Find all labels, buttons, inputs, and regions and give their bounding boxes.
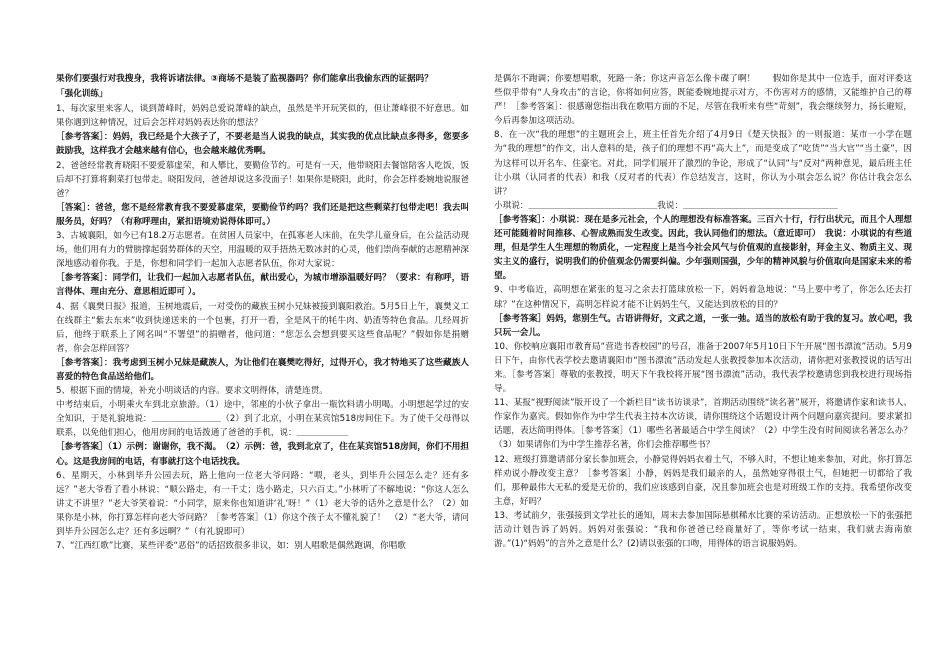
right-column	[494, 72, 912, 551]
question-paragraph: 1、每次家里来客人，谈到萧峰时，妈妈总爱说萧峰的缺点，虽然是半开玩笑似的，但让萧峰很不好意思。如果你遇到这种情况，过后会怎样对妈妈表达你的想法？	[56, 104, 469, 129]
question-paragraph: 小琪说：＿＿＿＿＿＿＿＿＿＿＿＿＿＿＿我说：＿＿＿＿＿＿＿＿＿＿＿＿＿＿＿＿＿＿	[494, 200, 838, 211]
question-paragraph: 12、班级打算邀请部分家长参加班会，小静觉得妈妈衣着土气，不够入时，不想让她来参加，对此，你打算怎样劝说小静改变主意？［参考答案］小静，妈妈是我们最亲的人，虽然她穿得很土气，但她把一切都给了我们，那种最伟大无私的爱是无价的，我们应该感到自豪，况且参加班会也是对班级工作的支持。我希望你改变主意，好吗？	[494, 454, 912, 507]
question-paragraph: 中考结束后，小明乘火车到北京旅游。（1）途中，邻座的小伙子拿出一瓶饮料请小明喝。小明想起学过的安全知识，于是礼貌地说：＿＿＿＿＿＿＿＿（2）到了北京，小明在某宾馆518房间住下。为了使千父母得以联系，以免他们担心，他用房间的电话拨通了爸爸的手机，说：＿＿＿＿＿＿	[56, 400, 469, 439]
answer-paragraph: ［参考答案］：同学们，让我们一起加入志愿者队伍，献出爱心，为城市增添温暖好吗？（要求：有称呼，语言得体、理由充分、意思相近即可 ）。	[56, 273, 469, 298]
left-column	[56, 72, 469, 553]
question-paragraph: 7、“江西红歌”比赛，某些评委“恶俗”的话招致很多非议，如：别人唱歌是偶然跑调，你唱歌	[56, 541, 406, 552]
answer-paragraph: ［参考答案］：我考虑到玉树小兄妹是藏族人，为让他们在襄樊吃得好，过得开心，我才特地买了这些藏族人喜爱的特色食品送给他们。	[56, 357, 469, 382]
question-paragraph: 9、中考临近，高明想在紧张的复习之余去打篮球放松一下，妈妈着急地说：“马上要中考了，你怎么还去打球？”在这种情况下，高明怎样说才能不让妈妈生气，又能达到放松的目的？	[494, 285, 912, 310]
answer-paragraph: ［答案］：爸爸，您不是经常教育我不要爱慕虚荣，要勤俭节约吗？我们还是把这些剩菜打包带走吧！我去叫服务员，好吗？（有称呼理由，紧扣语境劝说得体即可。）	[56, 202, 469, 227]
answer-paragraph: ［参考答案］：小琪说：现在是多元社会，个人的理想没有标准答案。三百六十行，行行出状元，而且个人理想还可能随着时间推移、心智成熟而发生改变。因此，我认同他们的想法。（意近即可） 我说：小琪说的有些道理，但是学生人生理想的物质化，一定程度上是当今社会风气与价值观的直接影射，拜金主义、物质主义、现实主义的盛行，说明我们的价值观念仍需要纠偏。少年强则国强，少年的精神风貌与价值取向是国家未来的希望。	[494, 214, 912, 282]
question-paragraph: 10、你校响应襄阳市教育局“营造书香校园”的号召，准备于2007年5月10日下午开展“图书漂流”活动。5月9日下午，由你代表学校去邀请襄阳市“图书漂流”活动发起人张教授参加本次活动，请你把对张教授说的话写出来。［参考答案］尊敬的张教授，明天下午我校将开展“图书漂流”活动，我代表学校邀请您到我校进行现场指导。	[494, 341, 912, 395]
answer-paragraph: ［参考答案］妈妈，您别生气。古语讲得好，文武之道，一张一弛。适当的放松有助于我的复习。放心吧，我只玩一会儿。	[494, 313, 912, 338]
question-paragraph: 11、某报“视野阅读”版开设了一个新栏目“读书访谈录”，首期活动围绕“读名著”展开，将邀请作家和读书人、作家作为嘉宾。假如你作为中学生代表主持本次访谈，请你围绕这个话题设计两个问题向嘉宾提问。要求紧扣话题，表达简明得体。［参考答案］（1）哪些名著最适合中学生阅读？（2）中学生没有时间阅读名著怎么办？（3）如果请你们为中学生推荐名著，你们会推荐哪些书？	[494, 398, 912, 451]
question-paragraph: 6、星期天，小林到毕升公园去玩，路上他向一位老大爷问路：“喂，老头，到毕升公园怎么走？还有多远？”老大爷看了看小林说：“顺公路走，有一千丈；选小路走，只六百丈。”小林听了不解地说：“你这人怎么讲丈不讲里？”老大爷笑着说：“小同学，原来你也知道讲‘礼’呀！”（1）老大爷的话外之意是什么？（2）如果你是小林，你打算怎样向老大爷问路？［参考答案］（1）你这个孩子太不懂礼貌了！ （2）“老大爷，请问到毕升公园怎么走？还有多远啊？”（有礼貌即可）	[56, 470, 469, 537]
section-heading: 「强化训练」	[56, 89, 108, 100]
answer-paragraph: ［参考答案］：妈妈，我已经是个大孩子了，不要老是当人说我的缺点，其实我的优点比缺点多得多，您要多鼓励我，这样我才会越来越有信心，也会越来越优秀啊。	[56, 132, 469, 157]
answer-paragraph: ［参考答案］（1）示例：谢谢你，我不渴。 （2）示例：爸，我到北京了，住在某宾馆518房间，你们不用担心。这是我房间的电话，有事就打这个电话找我。	[56, 442, 469, 467]
question-paragraph: 4、据《襄樊日报》报道，玉树地震后，一对受伤的藏族玉树小兄妹被接到襄阳救治。5月5日上午，襄樊义工在线群主“紫去东来”收到快递送来的一个包裹，打开一看，全是风干的牦牛肉、奶渣等特色食品。几经周折后，他终于联系上了网名叫“不署望”的捐赠者，他问道：“您怎么会想到要买这些食品呢？”假如你是捐赠者，你会怎样回答？	[56, 301, 469, 354]
question-paragraph: 3、古城襄阳，如今已有18.2万志愿者。在贫困人员家中，在孤寡老人床前，在失学儿童身后，在公益活动现场，他们用有力的臂膀撑起弱势群体的天空，用温暖的双手捂热无数冰封的心灵，他们崇尚奉献的志愿精神深深地感动着你我。于是，你想和同学们一起加入志愿者队伍，你对大家说：	[56, 231, 469, 270]
question-paragraph: 2、爸爸经常教育晓阳不要爱慕虚荣，和人攀比，要勤俭节约。可是有一天，他带晓阳去餐馆陪客人吃饭，饭后却不打算将剩菜打包带走。晓阳发问，爸爸却说这多没面子！如果你是晓阳，此时，你会怎样委婉地说服爸爸？	[56, 160, 469, 199]
question-paragraph: 是偶尔不跑调；你要想唱歌，死路一条；你这声音怎么像卡碟了啊！ 假如你是其中一位选手，面对评委这些似乎带有“人身攻击”的言论，你将如何应答，既能委婉地提示对方，不伤害对方的感情，又能维护自己的尊严！［参考答案］：很感谢您指出我在歌唱方面的不足，尽管在我听来有些“苛刻”，我会继续努力，扬长避短，今后再参加这项活动。	[494, 74, 912, 127]
answer-paragraph: 果你们要强行对我搜身，我将诉诸法律。③商场不是装了监视器吗？你们能拿出我偷东西的证据吗？	[56, 74, 433, 84]
question-paragraph: 5、根据下面的情境，补充小明谈话的内容。要求文明得体，清楚连贯。	[56, 386, 328, 397]
question-paragraph: 8、在一次“我的理想”的主题班会上，班主任首先介绍了4月9日《楚天快报》的一则报道：某市一小学在题为“我的理想”的作文，出人意料的是，孩子们的理想不再“高大上”，而是变成了“吃货”“当大官”“当土豪”，因为这样可以开名车、住豪宅。对此，同学们展开了激烈的争论，形成了“认同”与“反对”两种意见，最后班主任让小琪（认同者的代表）和我（反对者的代表）作总结发言，这时，你认为小琪会怎么说？你估计我会怎么讲？	[494, 130, 912, 197]
question-paragraph: 13、考试前夕，张强接到文学社长的通知，周末去参加国际悬棋稀水比赛的采访活动。正想放松一下的张强把活动计划告诉了妈妈。妈妈对张强说：“我和你爸爸已经商量好了，等你考试一结束，我们就去海南旅游。”(1)“妈妈”的言外之意是什么？(2)请以张强的口吻，用得体的语言说服妈妈。	[494, 510, 912, 550]
